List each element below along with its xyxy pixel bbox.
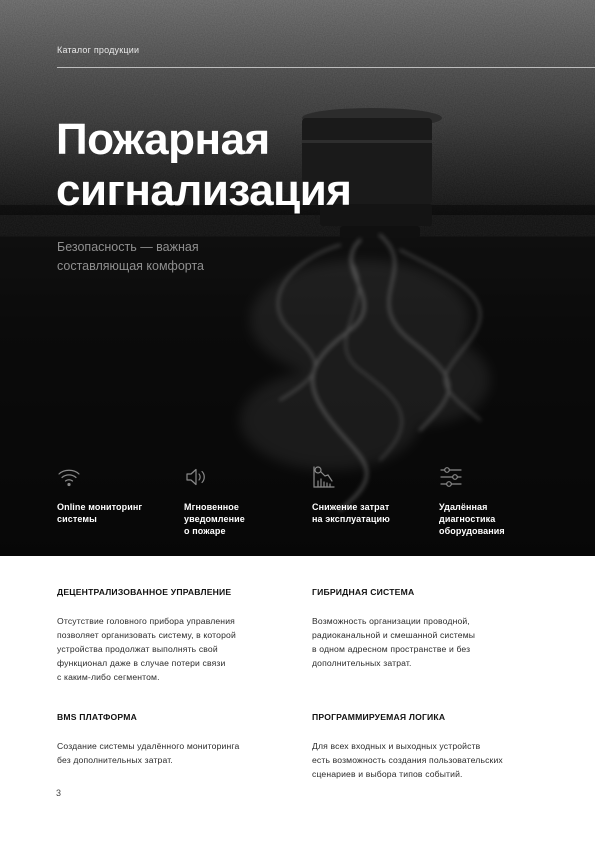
section-title-bms: BMS ПЛАТФОРМА (57, 712, 137, 722)
speaker-icon (184, 465, 208, 489)
feature-instant-alert (184, 465, 294, 537)
header-divider (57, 67, 595, 68)
wifi-icon (57, 465, 81, 489)
cost-reduction-chart-icon (312, 465, 336, 489)
feature-cost-reduction (312, 465, 422, 525)
section-title-hybrid: ГИБРИДНАЯ СИСТЕМА (312, 587, 415, 597)
feature-online-monitoring (57, 465, 167, 525)
catalog-label: Каталог продукции (57, 45, 140, 55)
page-subtitle-line-2: составляющая комфорта (57, 259, 205, 273)
page-title-line-2: сигнализация (56, 166, 352, 215)
feature-label: Удалённая диагностика оборудования (439, 502, 505, 536)
page-subtitle-line-1: Безопасность — важная (57, 240, 199, 254)
section-title-programmable: ПРОГРАММИРУЕМАЯ ЛОГИКА (312, 712, 446, 722)
section-text-hybrid: Возможность организации проводной, радиоканальной и смешанной системы в одном адресном пространстве и без дополнительных затрат. (312, 616, 476, 668)
section-text-programmable: Для всех входных и выходных устройств есть возможность создания пользовательских сценариев и выбора типов событий. (312, 741, 503, 779)
section-text-bms: Создание системы удалённого мониторинга без дополнительных затрат. (57, 741, 240, 765)
page-number: 3 (56, 788, 62, 798)
feature-remote-diagnostics (439, 465, 549, 537)
page-title (56, 114, 476, 216)
page-title-line-1: Пожарная (56, 115, 270, 164)
feature-label: Online мониторинг системы (57, 502, 143, 524)
feature-label: Мгновенное уведомление о пожаре (184, 502, 245, 536)
sliders-icon (439, 465, 463, 489)
section-title-decentralized: ДЕЦЕНТРАЛИЗОВАННОЕ УПРАВЛЕНИЕ (57, 587, 232, 597)
section-text-decentralized: Отсутствие головного прибора управления позволяет организовать систему, в которой устройства продолжат выполнять свой функционал даже в случае потери связи с каким-либо сегментом. (57, 616, 236, 682)
page-subtitle (57, 238, 297, 276)
feature-label: Снижение затрат на эксплуатацию (312, 502, 390, 524)
